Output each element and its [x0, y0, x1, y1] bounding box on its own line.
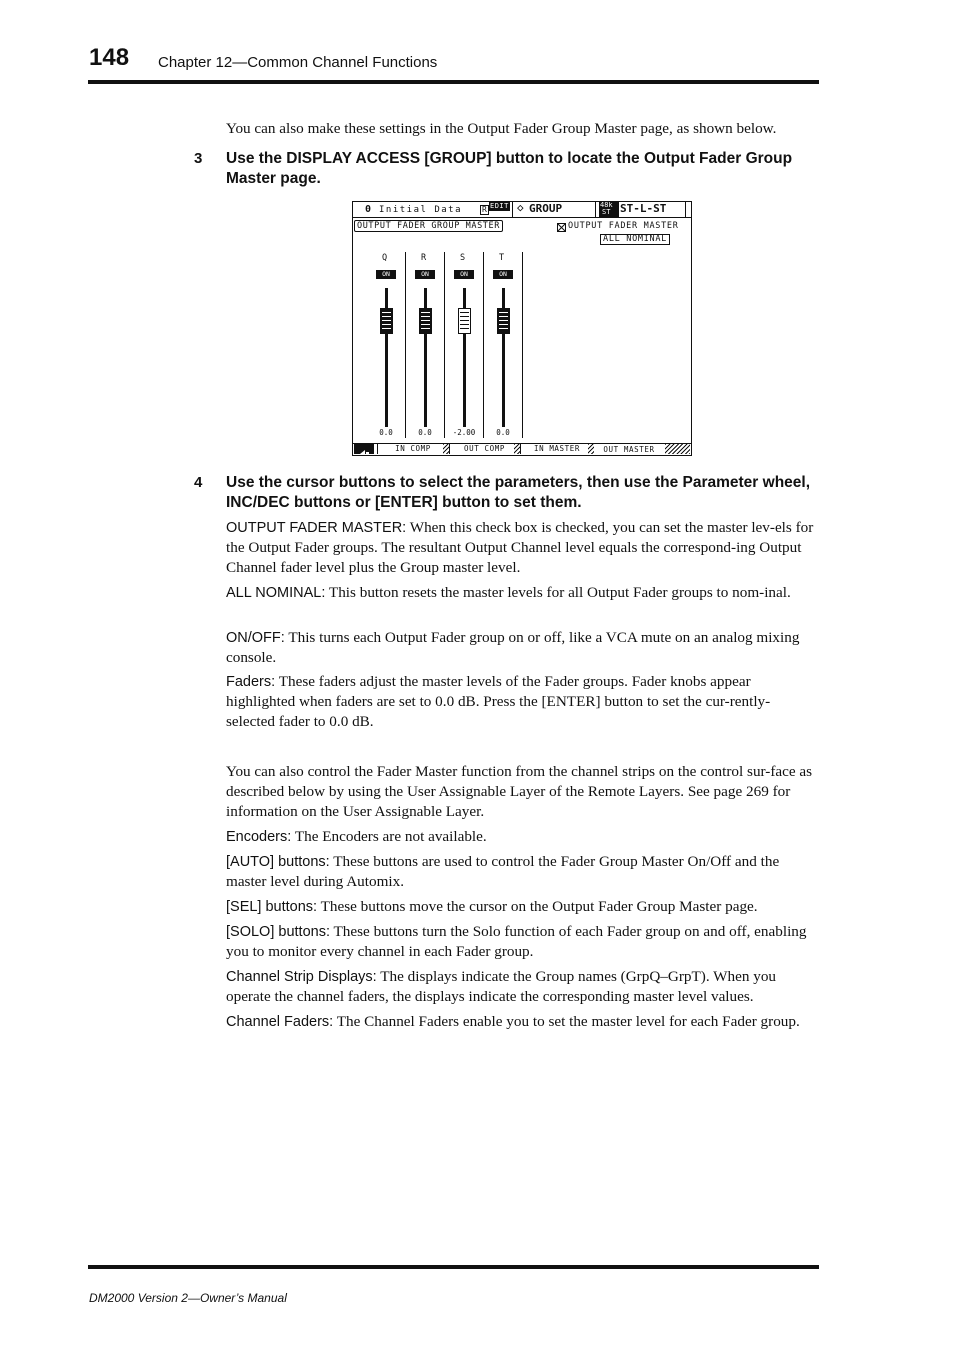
fader-knob[interactable] [419, 308, 432, 334]
param-desc: These faders adjust the master levels of the Fader groups. Fader knobs appear highlighted when faders are set to 0.0 dB. Press the [ENTER] button to set the cur-rently-selected fader to 0.0 dB. [226, 673, 771, 730]
param-desc: When this check box is checked, you can set the master lev-els for the Output Fader groups. The resultant Output Channel level equals the correspond-ing Output Channel fader level plus the Group master level. [226, 519, 814, 576]
page-number: 148 [89, 44, 130, 71]
fader-knob[interactable] [458, 308, 471, 334]
checkmark-icon [558, 224, 565, 231]
control-term: Encoders: [226, 829, 292, 845]
fader-knob-grip [421, 328, 430, 329]
tab-in-comp[interactable]: IN COMP [377, 444, 448, 454]
fader-knob-grip [499, 312, 508, 313]
control-desc: The displays indicate the Group names (GrpQ–GrpT). When you operate the channel faders, the displays indicate the corresponding master level values. [226, 968, 777, 1005]
strip-divider [444, 252, 445, 438]
fader-on-button[interactable]: ON [493, 270, 513, 279]
header-rule [88, 80, 819, 84]
page-tab-label: OUTPUT FADER GROUP MASTER [354, 220, 503, 232]
all-nominal-button[interactable]: ALL NOMINAL [600, 234, 670, 245]
fader-knob-grip [499, 316, 508, 317]
control-desc: The Channel Faders enable you to set the master level for each Fader group. [336, 1013, 800, 1030]
fader-level-value: 0.0 [379, 428, 393, 437]
control-solo-buttons [226, 922, 818, 962]
fader-master-label: OUTPUT FADER MASTER [568, 221, 679, 231]
footer-text: DM2000 Version 2—Owner’s Manual [89, 1291, 287, 1305]
sample-rate-bottom: ST [602, 208, 611, 216]
strip-divider [483, 252, 484, 438]
control-term: [AUTO] buttons: [226, 854, 330, 870]
fader-on-button[interactable]: ON [415, 270, 435, 279]
fader-on-button[interactable]: ON [376, 270, 396, 279]
recall-indicator: R [482, 205, 488, 214]
fader-knob-grip [460, 320, 469, 321]
param-output-fader-master [226, 518, 818, 578]
control-desc: These buttons move the cursor on the Output Fader Group Master page. [320, 898, 758, 915]
fader-level-value: 0.0 [418, 428, 432, 437]
fader-level-value: 0.0 [496, 428, 510, 437]
param-desc: This turns each Output Fader group on or off, like a VCA mute on an analog mixing console. [226, 629, 800, 666]
step-3-text: Use the DISPLAY ACCESS [GROUP] button to locate the Output Fader Group Master page. [226, 150, 793, 187]
tab-out-master[interactable]: OUT MASTER [594, 444, 664, 455]
fader-knob-grip [382, 312, 391, 313]
fader-channel-name: S [460, 253, 466, 263]
control-encoders [226, 827, 818, 847]
fader-on-button[interactable]: ON [454, 270, 474, 279]
sample-rate-top: 48k [600, 201, 613, 209]
tab-hatch-fill [665, 444, 690, 454]
strip-divider [405, 252, 406, 438]
fader-channel-name: T [499, 253, 505, 263]
meter-label: ST-L-ST [620, 202, 667, 215]
fader-level-value: -2.00 [452, 428, 476, 437]
fader-knob[interactable] [497, 308, 510, 334]
chapter-title: Chapter 12—Common Channel Functions [158, 54, 438, 71]
param-term: ON/OFF: [226, 630, 285, 646]
fader-knob-grip [460, 328, 469, 329]
fader-knob[interactable] [380, 308, 393, 334]
fader-knob-grip [460, 316, 469, 317]
fader-knob-grip [421, 312, 430, 313]
fader-knob-grip [460, 312, 469, 313]
fader-knob-grip [499, 328, 508, 329]
tab-scroll-left-button[interactable] [354, 444, 374, 454]
fader-channel-name: R [421, 253, 427, 263]
param-term: OUTPUT FADER MASTER: [226, 520, 407, 536]
param-on-off [226, 628, 818, 668]
tab-out-comp[interactable]: OUT COMP [449, 444, 519, 454]
fader-knob-grip [499, 324, 508, 325]
param-term: ALL NOMINAL: [226, 585, 326, 601]
fader-knob-grip [421, 316, 430, 317]
control-intro-paragraph: You can also control the Fader Master function from the channel strips on the control sur-face as described below by using the User Assignable Layer of the Remote Layers. See page 269 for information on the User Assignable Layer. [226, 763, 813, 820]
fader-knob-grip [382, 316, 391, 317]
param-term: Faders: [226, 674, 276, 690]
control-term: [SEL] buttons: [226, 899, 318, 915]
fader-knob-grip [421, 324, 430, 325]
arrow-left-icon [354, 449, 374, 456]
control-term: Channel Faders: [226, 1014, 334, 1030]
scene-name: Initial Data [379, 205, 463, 215]
intro-paragraph: You can also make these settings in the Output Fader Group Master page, as shown below. [226, 120, 777, 137]
step-4-text: Use the cursor buttons to select the parameters, then use the Parameter wheel, INC/DEC buttons or [ENTER] button to set them. [226, 474, 811, 511]
step-3-number: 3 [194, 150, 203, 167]
control-desc: These buttons are used to control the Fader Group Master On/Off and the master level during Automix. [226, 853, 780, 890]
fader-master-checkbox[interactable] [557, 223, 566, 232]
tab-in-master[interactable]: IN MASTER [520, 444, 593, 454]
edit-indicator: EDIT [490, 202, 509, 210]
fader-knob-grip [499, 320, 508, 321]
param-faders [226, 672, 818, 732]
fader-knob-grip [421, 320, 430, 321]
scene-number: 0 [365, 204, 372, 215]
strip-divider [522, 252, 523, 438]
control-sel-buttons [226, 897, 818, 917]
param-all-nominal [226, 583, 818, 603]
page-group-title: GROUP [529, 202, 563, 215]
control-term: [SOLO] buttons: [226, 924, 330, 940]
step-4-number: 4 [194, 474, 203, 491]
diamond-icon: ◇ [517, 201, 525, 214]
control-desc: The Encoders are not available. [294, 828, 487, 845]
control-desc: These buttons turn the Solo function of each Fader group on and off, enabling you to monitor every channel in each Fader group. [226, 923, 807, 960]
control-channel-strip-displays [226, 967, 818, 1007]
footer-rule [88, 1265, 819, 1269]
control-auto-buttons [226, 852, 818, 892]
fader-knob-grip [382, 324, 391, 325]
param-desc: This button resets the master levels for all Output Fader groups to nom-inal. [328, 584, 791, 601]
fader-channel-name: Q [382, 253, 388, 263]
fader-knob-grip [382, 320, 391, 321]
fader-knob-grip [382, 328, 391, 329]
control-term: Channel Strip Displays: [226, 969, 377, 985]
fader-knob-grip [460, 324, 469, 325]
lcd-screen [352, 201, 692, 456]
control-channel-faders [226, 1012, 818, 1032]
